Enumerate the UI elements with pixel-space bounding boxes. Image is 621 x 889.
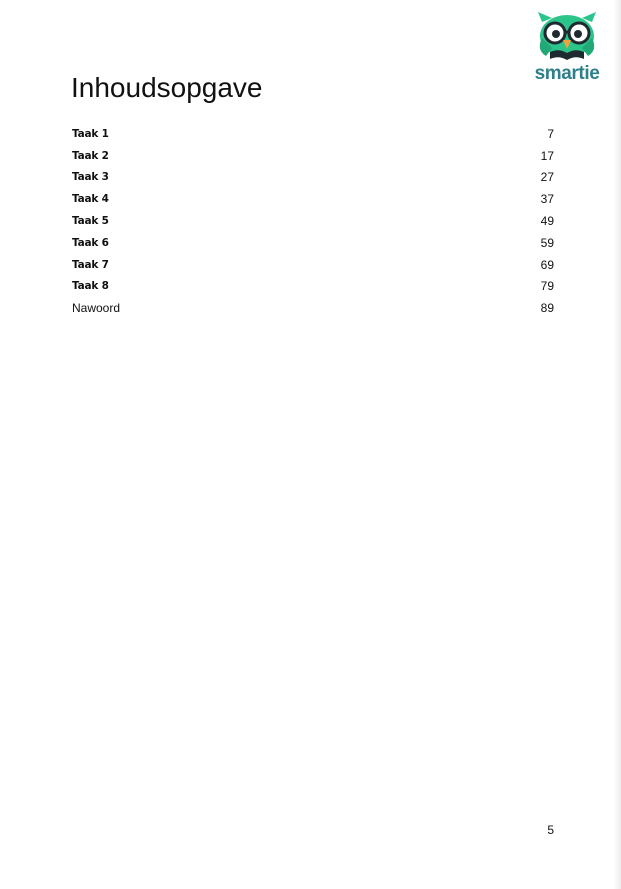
- toc-row-nawoord[interactable]: [72, 297, 554, 319]
- owl-icon: [534, 12, 600, 62]
- toc-page-number: 69: [540, 257, 554, 272]
- toc-row-taak-7[interactable]: [72, 254, 554, 276]
- toc-page-number: 79: [540, 279, 554, 294]
- toc-page-number: 59: [540, 235, 554, 250]
- toc-label: Taak 4: [72, 193, 109, 206]
- toc-label: Taak 7: [72, 258, 109, 271]
- page-title: Inhoudsopgave: [71, 72, 263, 103]
- smartie-logo: [530, 12, 604, 86]
- toc-label: Taak 1: [72, 127, 109, 140]
- toc-label: Taak 6: [72, 236, 109, 249]
- toc-row-taak-5[interactable]: [72, 210, 554, 232]
- toc-label: Taak 5: [72, 215, 109, 228]
- toc-row-taak-4[interactable]: [72, 188, 554, 210]
- toc-page-number: 27: [540, 170, 554, 185]
- logo-wordmark: smartie: [534, 63, 600, 84]
- toc-row-taak-6[interactable]: [72, 232, 554, 254]
- toc-page-number: 49: [540, 214, 554, 229]
- toc-label: Nawoord: [72, 301, 121, 316]
- toc-page-number: 7: [547, 126, 554, 141]
- toc-label: Taak 3: [72, 171, 109, 184]
- toc-page-number: 37: [540, 192, 554, 207]
- toc-label: Taak 2: [72, 149, 109, 162]
- page-edge-shadow: [613, 0, 621, 889]
- toc-row-taak-8[interactable]: [72, 276, 554, 298]
- toc-label: Taak 8: [72, 280, 109, 293]
- toc-row-taak-3[interactable]: [72, 167, 554, 189]
- table-of-contents: [72, 123, 554, 319]
- toc-row-taak-1[interactable]: [72, 123, 554, 145]
- footer-page-number: 5: [547, 823, 554, 837]
- toc-page-number: 17: [540, 148, 554, 163]
- toc-page-number: 89: [540, 301, 554, 316]
- toc-row-taak-2[interactable]: [72, 145, 554, 167]
